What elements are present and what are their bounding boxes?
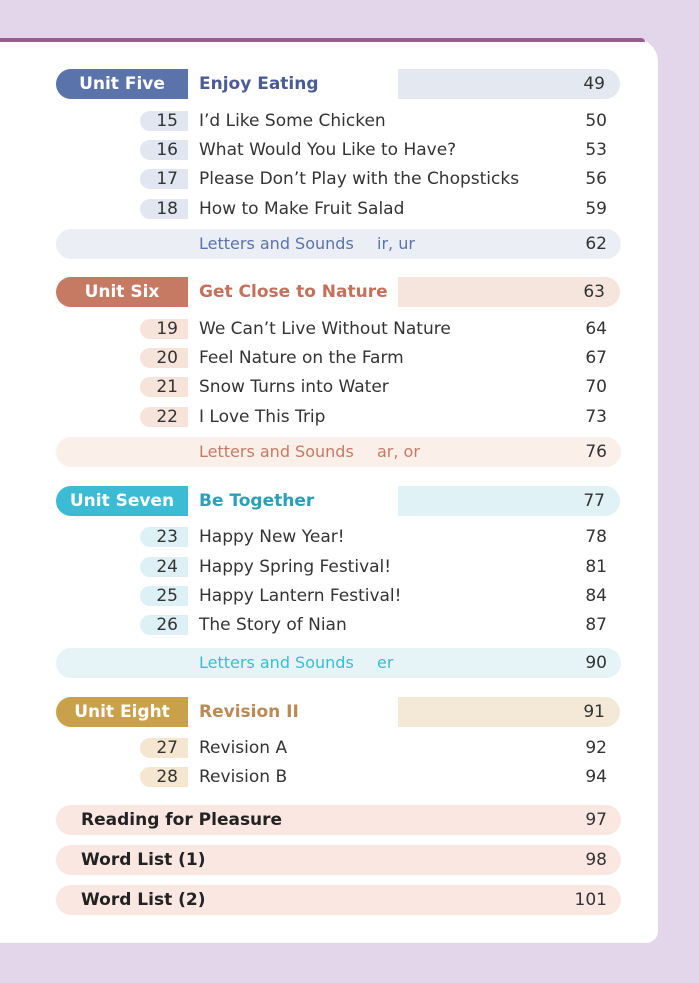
lesson-page: 59	[585, 199, 607, 219]
lesson-title: Feel Nature on the Farm	[199, 348, 404, 368]
unit-tag: Unit Six	[56, 277, 188, 307]
lesson-title: I Love This Trip	[199, 407, 326, 427]
lesson-number: 15	[140, 111, 188, 131]
letters-sounds-label: Letters and Sounds	[199, 442, 354, 461]
lesson-row[interactable]	[0, 406, 699, 428]
extra-title: Reading for Pleasure	[81, 810, 283, 830]
lesson-number: 22	[140, 407, 188, 427]
unit-page-number: 77	[583, 491, 605, 511]
unit-tag: Unit Eight	[56, 697, 188, 727]
unit-tag: Unit Seven	[56, 486, 188, 516]
top-divider	[0, 38, 645, 42]
extra-page: 97	[585, 810, 607, 830]
unit-header-eight[interactable]	[0, 697, 699, 727]
lesson-page: 81	[585, 557, 607, 577]
lesson-page: 92	[585, 738, 607, 758]
lesson-number: 20	[140, 348, 188, 368]
letters-sounds-page: 62	[585, 234, 607, 254]
lesson-number: 19	[140, 319, 188, 339]
lesson-title: How to Make Fruit Salad	[199, 199, 405, 219]
unit-title: Enjoy Eating	[199, 74, 319, 94]
lesson-page: 56	[585, 169, 607, 189]
lesson-row[interactable]	[0, 347, 699, 369]
lesson-row[interactable]	[0, 168, 699, 190]
lesson-title: We Can’t Live Without Nature	[199, 319, 451, 339]
lesson-page: 67	[585, 348, 607, 368]
letters-sounds-row[interactable]	[56, 437, 621, 467]
unit-title: Be Together	[199, 491, 315, 511]
extra-title: Word List (2)	[81, 890, 206, 910]
lesson-page: 53	[585, 140, 607, 160]
lesson-row[interactable]	[0, 110, 699, 132]
unit-page-number: 49	[583, 74, 605, 94]
lesson-page: 70	[585, 377, 607, 397]
lesson-number: 28	[140, 767, 188, 787]
lesson-page: 50	[585, 111, 607, 131]
letters-sounds-row[interactable]	[56, 648, 621, 678]
lesson-row[interactable]	[0, 585, 699, 607]
lesson-title: I’d Like Some Chicken	[199, 111, 386, 131]
letters-sounds-page: 76	[585, 442, 607, 462]
reading-for-pleasure-row[interactable]	[56, 805, 621, 835]
lesson-row[interactable]	[0, 139, 699, 161]
lesson-number: 27	[140, 738, 188, 758]
letters-sounds-row[interactable]	[56, 229, 621, 259]
unit-page-number: 91	[583, 702, 605, 722]
lesson-title: Snow Turns into Water	[199, 377, 389, 397]
lesson-number: 18	[140, 199, 188, 219]
lesson-page: 84	[585, 586, 607, 606]
lesson-number: 25	[140, 586, 188, 606]
lesson-page: 78	[585, 527, 607, 547]
unit-page-bar	[398, 277, 620, 307]
lesson-page: 73	[585, 407, 607, 427]
unit-page-bar	[398, 486, 620, 516]
lesson-title: The Story of Nian	[199, 615, 347, 635]
unit-page-bar	[398, 697, 620, 727]
lesson-title: Happy Spring Festival!	[199, 557, 392, 577]
lesson-row[interactable]	[0, 526, 699, 548]
lesson-page: 64	[585, 319, 607, 339]
extra-page: 101	[574, 890, 607, 910]
unit-page-bar	[398, 69, 620, 99]
letters-sounds-label: Letters and Sounds	[199, 653, 354, 672]
lesson-row[interactable]	[0, 766, 699, 788]
unit-header-six[interactable]	[0, 277, 699, 307]
lesson-row[interactable]	[0, 318, 699, 340]
lesson-row[interactable]	[0, 737, 699, 759]
lesson-page: 87	[585, 615, 607, 635]
extra-title: Word List (1)	[81, 850, 206, 870]
unit-page-number: 63	[583, 282, 605, 302]
lesson-title: What Would You Like to Have?	[199, 140, 457, 160]
letters-sounds-page: 90	[585, 653, 607, 673]
unit-title: Get Close to Nature	[199, 282, 388, 302]
word-list-2-row[interactable]	[56, 885, 621, 915]
lesson-title: Revision A	[199, 738, 288, 758]
lesson-number: 16	[140, 140, 188, 160]
lesson-number: 24	[140, 557, 188, 577]
letters-sounds-label: Letters and Sounds	[199, 234, 354, 253]
lesson-row[interactable]	[0, 376, 699, 398]
word-list-1-row[interactable]	[56, 845, 621, 875]
lesson-number: 26	[140, 615, 188, 635]
unit-tag: Unit Five	[56, 69, 188, 99]
lesson-title: Happy New Year!	[199, 527, 345, 547]
lesson-page: 94	[585, 767, 607, 787]
unit-header-seven[interactable]	[0, 486, 699, 516]
letters-sounds-sounds: ar, or	[377, 442, 420, 461]
letters-sounds-sounds: er	[377, 653, 394, 672]
extra-page: 98	[585, 850, 607, 870]
lesson-title: Please Don’t Play with the Chopsticks	[199, 169, 520, 189]
lesson-number: 23	[140, 527, 188, 547]
lesson-title: Revision B	[199, 767, 288, 787]
lesson-title: Happy Lantern Festival!	[199, 586, 402, 606]
letters-sounds-sounds: ir, ur	[377, 234, 415, 253]
unit-title: Revision II	[199, 702, 299, 722]
lesson-number: 21	[140, 377, 188, 397]
lesson-row[interactable]	[0, 614, 699, 636]
lesson-number: 17	[140, 169, 188, 189]
lesson-row[interactable]	[0, 556, 699, 578]
lesson-row[interactable]	[0, 198, 699, 220]
unit-header-five[interactable]	[0, 69, 699, 99]
